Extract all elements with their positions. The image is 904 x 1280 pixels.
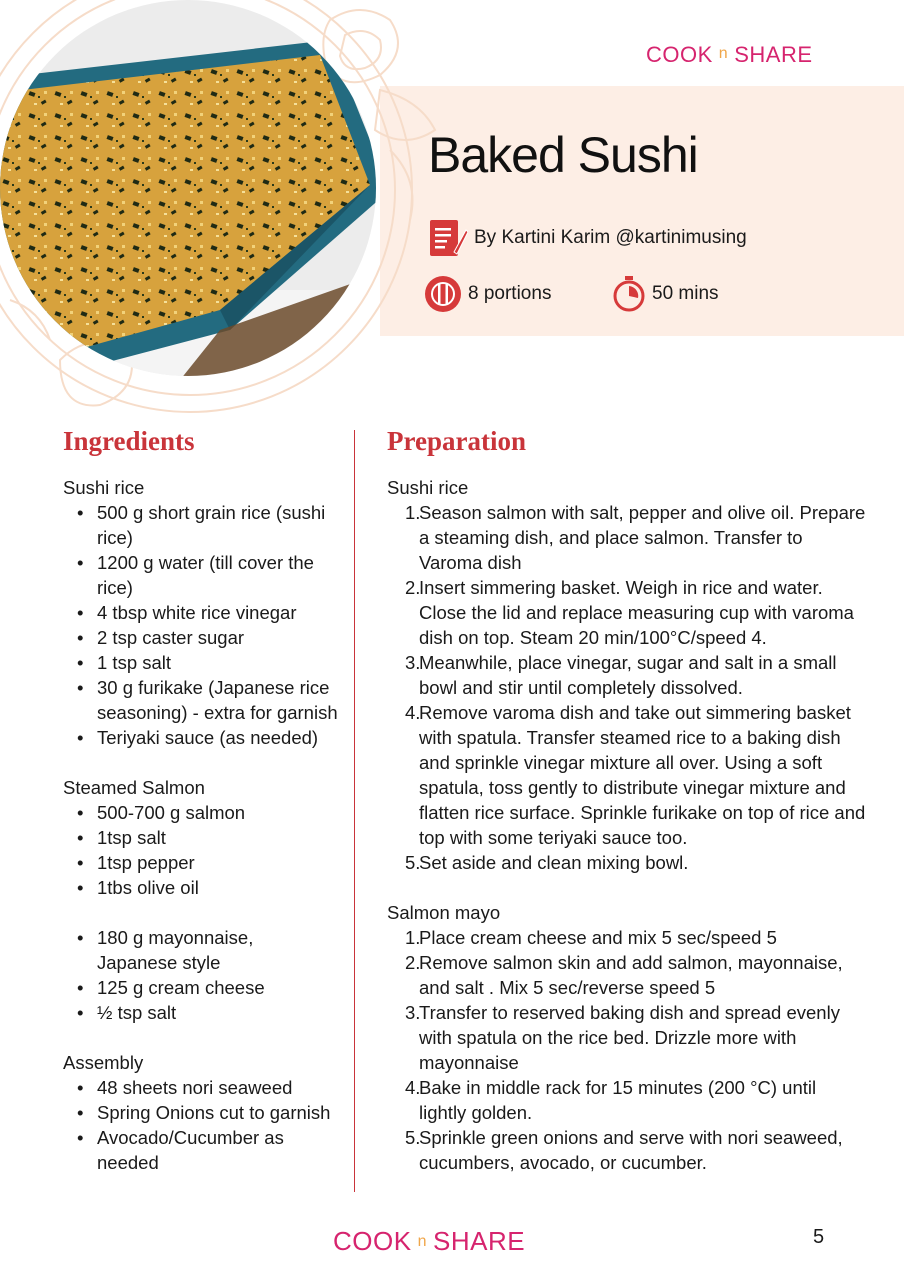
prep-step-text: Transfer to reserved baking dish and spread evenly with spatula on the rice bed. Drizzle more with mayonnaise bbox=[419, 1002, 840, 1073]
stopwatch-icon bbox=[612, 275, 646, 313]
ingredient-item: • 48 sheets nori seaweed bbox=[63, 1075, 338, 1100]
time-row bbox=[612, 275, 719, 313]
recipe-note-icon bbox=[428, 216, 468, 260]
preparation-heading: Preparation bbox=[387, 426, 526, 456]
ingredient-item: • 500-700 g salmon bbox=[63, 800, 338, 825]
ingredient-item: • Avocado/Cucumber as needed bbox=[63, 1125, 338, 1175]
prep-step: 4. Remove varoma dish and take out simmering basket with spatula. Transfer steamed rice to a baking dish and sprinkle vinegar mixture all over. Using a soft spatula, toss gently to distribute vinegar mixture and flatten rice surface. Sprinkle furikake on top of rice and top with some teriyaki sauce too. bbox=[405, 702, 866, 848]
ingredient-list bbox=[63, 925, 338, 1025]
ingredient-list bbox=[63, 500, 338, 750]
ingredient-item: • ½ tsp salt bbox=[63, 1000, 338, 1025]
prep-step-text: Season salmon with salt, pepper and olive oil. Prepare a steaming dish, and place salmon. Transfer to Varoma dish bbox=[419, 502, 866, 573]
portions-row bbox=[424, 275, 551, 313]
ingredient-item: • 30 g furikake (Japanese rice seasoning) - extra for garnish bbox=[63, 675, 338, 725]
ingredient-item: • 1200 g water (till cover the rice) bbox=[63, 550, 338, 600]
column-divider bbox=[354, 430, 355, 1192]
ingredient-group-title: Steamed Salmon bbox=[63, 777, 205, 798]
portions-text: 8 portions bbox=[468, 283, 552, 304]
preparation-column bbox=[387, 475, 867, 1175]
prep-step-text: Insert simmering basket. Weigh in rice and water. Close the lid and replace measuring cup with varoma dish on top. Steam 20 min/100°C/speed 4. bbox=[419, 577, 854, 648]
prep-step: 2. Remove salmon skin and add salmon, mayonnaise, and salt . Mix 5 sec/reverse speed 5 bbox=[405, 952, 843, 998]
prep-step-text: Set aside and clean mixing bowl. bbox=[419, 852, 689, 873]
time-text: 50 mins bbox=[652, 283, 719, 304]
prep-group-title: Salmon mayo bbox=[387, 902, 501, 923]
ingredient-item: • 180 g mayonnaise, Japanese style bbox=[63, 925, 338, 975]
ingredients-column bbox=[63, 475, 338, 1175]
prep-step-text: Sprinkle green onions and serve with nori seaweed, cucumbers, avocado, or cucumber. bbox=[419, 1127, 843, 1173]
recipe-title: Baked Sushi bbox=[428, 127, 698, 183]
prep-step-list bbox=[387, 500, 867, 875]
ingredients-heading: Ingredients bbox=[63, 426, 195, 456]
prep-step: 1. Place cream cheese and mix 5 sec/speed 5 bbox=[405, 927, 777, 948]
page-number: 5 bbox=[813, 1226, 825, 1248]
prep-step: 5. Sprinkle green onions and serve with nori seaweed, cucumbers, avocado, or cucumber. bbox=[405, 1127, 843, 1173]
prep-step: 5. Set aside and clean mixing bowl. bbox=[405, 852, 689, 873]
ingredient-item: • 1tbs olive oil bbox=[63, 875, 338, 900]
prep-step: 2. Insert simmering basket. Weigh in rice and water. Close the lid and replace measuring cup with varoma dish on top. Steam 20 min/100°C/speed 4. bbox=[405, 577, 854, 648]
prep-step-list bbox=[387, 925, 867, 1175]
ingredient-item: • Spring Onions cut to garnish bbox=[63, 1100, 338, 1125]
prep-step: 4. Bake in middle rack for 15 minutes (200 °C) until lightly golden. bbox=[405, 1077, 817, 1123]
recipe-photo bbox=[0, 0, 380, 380]
ingredient-item: • 500 g short grain rice (sushi rice) bbox=[63, 500, 338, 550]
ingredient-item: • 4 tbsp white rice vinegar bbox=[63, 600, 338, 625]
author-text: By Kartini Karim @kartinimusing bbox=[474, 227, 747, 248]
prep-step-text: Place cream cheese and mix 5 sec/speed 5 bbox=[419, 927, 777, 948]
author-row bbox=[428, 216, 747, 260]
brand-logo-top: COOK n SHARE bbox=[646, 42, 813, 67]
ingredient-group-title: Assembly bbox=[63, 1052, 144, 1073]
prep-step: 3. Transfer to reserved baking dish and spread evenly with spatula on the rice bed. Drizzle more with mayonnaise bbox=[405, 1002, 840, 1073]
ingredient-item: • Teriyaki sauce (as needed) bbox=[63, 725, 338, 750]
prep-step-text: Remove varoma dish and take out simmering basket with spatula. Transfer steamed rice to a baking dish and sprinkle vinegar mixture all over. Using a soft spatula, toss gently to distribute vinegar mixture and flatten rice surface. Sprinkle furikake on top of rice and top with some teriyaki sauce too. bbox=[419, 702, 866, 848]
brand-logo-bottom: COOK n SHARE bbox=[333, 1226, 526, 1256]
prep-step-text: Remove salmon skin and add salmon, mayonnaise, and salt . Mix 5 sec/reverse speed 5 bbox=[419, 952, 843, 998]
prep-step-text: Bake in middle rack for 15 minutes (200 °C) until lightly golden. bbox=[419, 1077, 817, 1123]
ingredient-item: • 2 tsp caster sugar bbox=[63, 625, 338, 650]
prep-step: 3. Meanwhile, place vinegar, sugar and salt in a small bowl and stir until completely dissolved. bbox=[405, 652, 837, 698]
ingredient-item: • 125 g cream cheese bbox=[63, 975, 338, 1000]
prep-group-title: Sushi rice bbox=[387, 477, 469, 498]
prep-step: 1. Season salmon with salt, pepper and olive oil. Prepare a steaming dish, and place salmon. Transfer to Varoma dish bbox=[405, 502, 866, 573]
ingredient-list bbox=[63, 800, 338, 900]
plate-cutlery-icon bbox=[424, 275, 462, 313]
ingredient-group-title: Sushi rice bbox=[63, 477, 145, 498]
ingredient-list bbox=[63, 1075, 338, 1175]
ingredient-item: • 1tsp pepper bbox=[63, 850, 338, 875]
ingredient-item: • 1 tsp salt bbox=[63, 650, 338, 675]
ingredient-item: • 1tsp salt bbox=[63, 825, 338, 850]
prep-step-text: Meanwhile, place vinegar, sugar and salt in a small bowl and stir until completely dissolved. bbox=[419, 652, 837, 698]
